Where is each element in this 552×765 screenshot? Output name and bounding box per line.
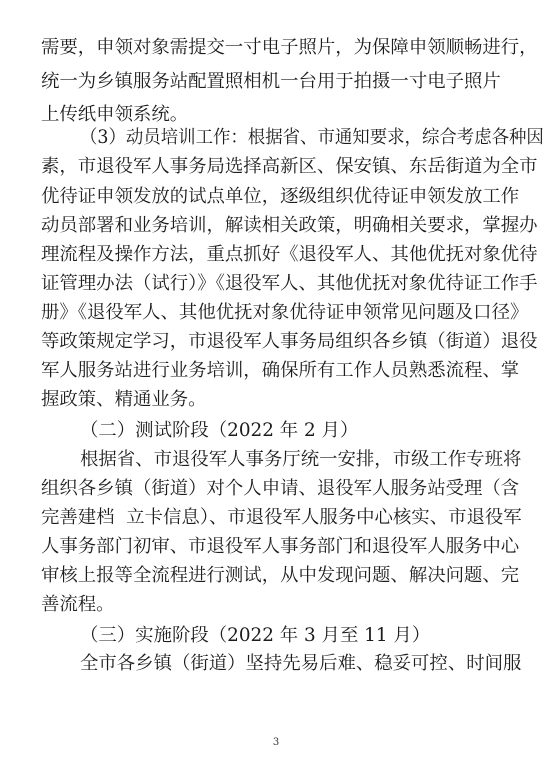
text-line: 素，市退役军人事务局选择高新区、保安镇、东岳街道为全市: [41, 156, 538, 177]
text-line: （3）动员培训工作：根据省、市通知要求，综合考虑各种因: [80, 127, 544, 148]
text-line: 动员部署和业务培训，解读相关政策，明确相关要求，掌握办: [41, 215, 538, 236]
page-number: 3: [272, 737, 280, 748]
text-line: 证管理办法（试行）》《退役军人、其他优抚对象优待证工作手: [41, 273, 538, 294]
text-line: 完善建档 立卡信息）、市退役军人服务中心核实、市退役军: [41, 507, 522, 528]
text-line: 审核上报等全流程进行测试，从中发现问题、解决问题、完: [41, 565, 520, 586]
text-line: 需要，申领对象需提交一寸电子照片，为保障申领顺畅进行，: [41, 37, 538, 58]
text-line: 人事务部门初审、市退役军人事务部门和退役军人服务中心: [41, 536, 520, 557]
text-line: 上传纸申领系统。: [41, 104, 189, 125]
text-line: 善流程。: [41, 594, 115, 615]
section-heading: （二）测试阶段（2022 年 2 月）: [80, 420, 359, 441]
text-line: 根据省、市退役军人事务厅统一安排，市级工作专班将: [80, 449, 522, 470]
text-line: 握政策、精通业务。: [41, 389, 207, 410]
section-heading: （三）实施阶段（2022 年 3 月至 11 月）: [80, 625, 431, 646]
text-line: 全市各乡镇（街道）坚持先易后难、稳妥可控、时间服: [80, 653, 522, 674]
text-line: 等政策规定学习，市退役军人事务局组织各乡镇（街道）退役: [41, 331, 538, 352]
text-line: 组织各乡镇（街道）对个人申请、退役军人服务站受理（含: [41, 478, 520, 499]
text-line: 优待证申领发放的试点单位，逐级组织优待证申领发放工作: [41, 186, 520, 207]
text-line: 册》《退役军人、其他优抚对象优待证申领常见问题及口径》: [41, 302, 529, 323]
text-line: 理流程及操作方法，重点抓好《退役军人、其他优抚对象优待: [41, 244, 538, 265]
text-line: 统一为乡镇服务站配置照相机一台用于拍摄一寸电子照片: [41, 71, 501, 92]
text-line: 军人服务站进行业务培训，确保所有工作人员熟悉流程、掌: [41, 360, 520, 381]
